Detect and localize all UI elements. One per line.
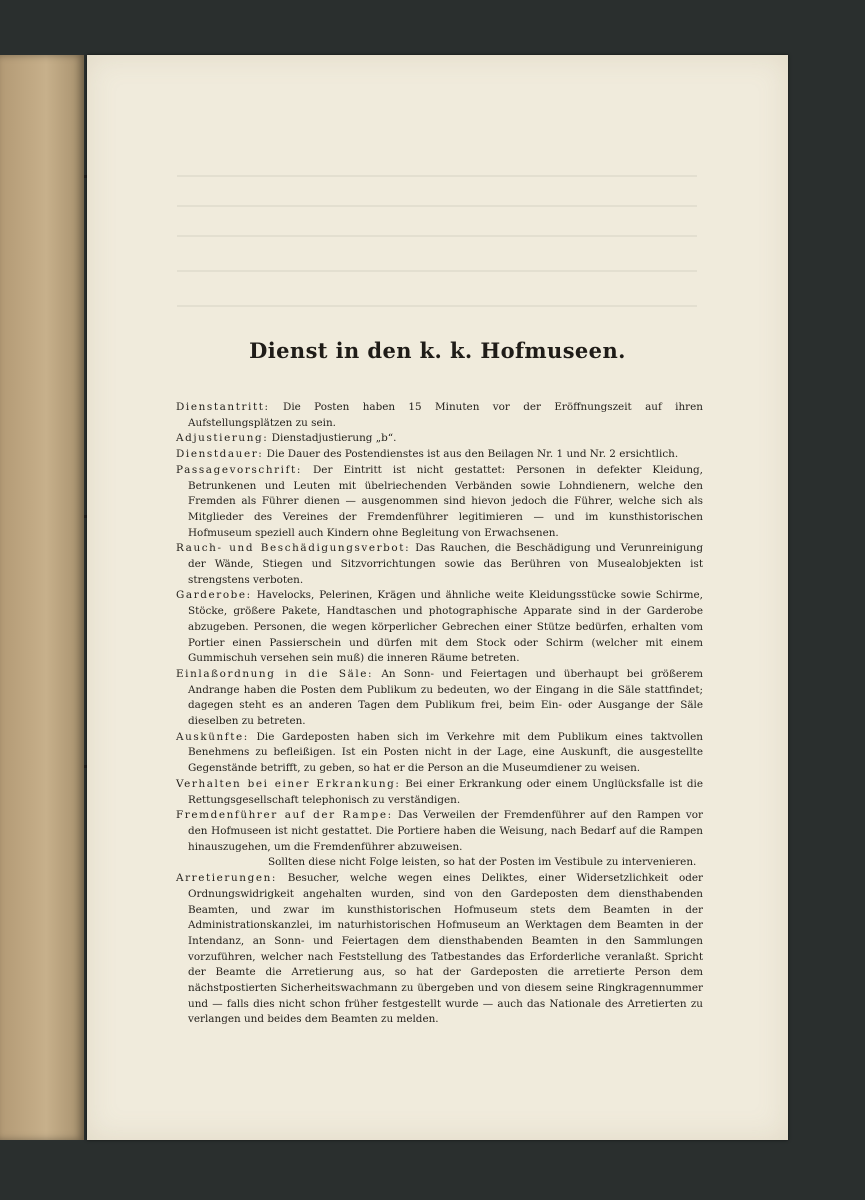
bleed-through-shadow [177,270,697,272]
regulation-entry [176,463,703,542]
adjacent-page-edge [0,55,84,1140]
bleed-through-shadow [177,305,697,307]
entry-term: Auskünfte: [176,730,249,743]
entry-term: Garderobe: [176,589,252,602]
regulation-entry [176,541,703,588]
page-title: Dienst in den k. k. Hofmuseen. [249,338,626,363]
entry-text: Das Verweilen der Fremdenführer auf den Rampen vor den Hofmuseen ist nicht gestattet. Die Portiere haben die Weisung, nach Bedarf auf die Rampen hinauszugehen, um die Fremdenführer abzuweisen. [188,809,703,853]
entry-term: Dienstdauer: [176,448,264,461]
entry-text: Havelocks, Pelerinen, Krägen und ähnliche weite Kleidungsstücke sowie Schirme, Stöcke, größere Pakete, Handtaschen und photographische Apparate sind in der Garderobe abzugeben. Personen, die wegen körperlicher Gebrechen einer Stütze bedürfen, erhalten vom Portier einen Passierschein und dürfen mit dem Stock oder Schirm (welcher mit einem Gummischuh versehen sein muß) die inneren Räume betreten. [188,589,703,665]
entry-term: Adjustierung: [176,432,269,445]
continuation-paragraph: Sollten diese nicht Folge leisten, so hat der Posten im Vestibule zu intervenieren. [268,856,697,869]
bleed-through-shadow [177,235,697,237]
regulation-entry [176,730,703,777]
entry-text: Bei einer Erkrankung oder einem Unglücksfalle ist die Rettungsgesellschaft telephonisch zu verständigen. [188,777,703,806]
entry-text: Besucher, welche wegen eines Deliktes, einer Widersetzlichkeit oder Ordnungswidrigkeit angehalten wurden, sind von den Gardeposten dem diensthabenden Beamten, und zwar im kunsthistorischen Hofmuseum stets dem Beamten in der Administrationskanzlei, im naturhistorischen Hofmuseum an Werktagen dem Beamten in der Intendanz, an Sonn- und Feiertagen dem diensthabenden Beamten in den Sammlungen vorzuführen, welcher nach Feststellung des Tatbestandes das Erforderliche veranlaßt. Spricht der Beamte die Arretierung aus, so hat der Gardeposten die arretierte Person dem nächstpostierten Sicherheitswachmann zu übergeben und von diesem seine Ringkragennummer und — falls dies nicht schon früher festgestellt wurde — auch das Nationale des Arretierten zu verlangen und beides dem Beamten zu melden. [188,872,703,1026]
entry-text: Der Eintritt ist nicht gestattet: Personen in defekter Kleidung, Betrunkenen und Leuten mit übelriechenden Verbänden sowie Lohndienern, welche den Fremden als Führer dienen — ausgenommen sind hievon jedoch die Führer, welche sich als Mitglieder des Vereines der Fremdenführer legitimieren — und im kunsthistorischen Hofmuseum speziell auch Kindern ohne Begleitung von Erwachsenen. [188,463,703,539]
bleed-through-shadow [177,205,697,207]
bleed-through-shadow [177,175,697,177]
entry-text: Dienstadjustierung „b“. [271,432,397,445]
entry-term: Verhalten bei einer Erkrankung: [176,777,401,790]
regulation-entry [176,667,703,730]
entry-term: Einlaßordnung in die Säle: [176,667,374,680]
entry-text: An Sonn- und Feiertagen und überhaupt bei größerem Andrange haben die Posten dem Publikum zu bedeuten, wo der Eingang in die Säle stattfindet; dagegen steht es an anderen Tagen dem Publikum frei, beim Ein- oder Ausgange der Säle dieselben zu betreten. [188,667,703,728]
regulation-entry [176,588,703,667]
regulations-text [176,400,703,1028]
regulation-entry [176,400,703,431]
regulation-entry [176,447,703,463]
regulation-entry [176,431,703,447]
entry-term: Arretierungen: [176,872,277,885]
regulation-entry [176,777,703,808]
entry-text: Die Gardeposten haben sich im Verkehre mit dem Publikum eines taktvollen Benehmens zu befleißigen. Ist ein Posten nicht in der Lage, eine Auskunft, die ausgestellte Gegenstände betrifft, zu geben, so hat er die Person an die Museumdiener zu weisen. [188,730,703,775]
regulation-entry [176,808,703,855]
regulation-entry [176,871,703,1028]
entry-text: Die Posten haben 15 Minuten vor der Eröffnungszeit auf ihren Aufstellungsplätzen zu sein. [188,401,703,429]
entry-text: Das Rauchen, die Beschädigung und Verunreinigung der Wände, Stiegen und Sitzvorrichtungen sowie das Berühren von Musealobjekten ist strengstens verboten. [188,542,703,586]
entry-term: Fremdenführer auf der Rampe: [176,809,393,822]
entry-term: Rauch- und Beschädigungsverbot: [176,542,411,555]
document-page [87,55,788,1140]
entry-text: Die Dauer des Postendienstes ist aus den Beilagen Nr. 1 und Nr. 2 ersichtlich. [266,448,679,461]
entry-term: Passagevorschrift: [176,463,302,476]
entry-term: Dienstantritt: [176,401,270,413]
